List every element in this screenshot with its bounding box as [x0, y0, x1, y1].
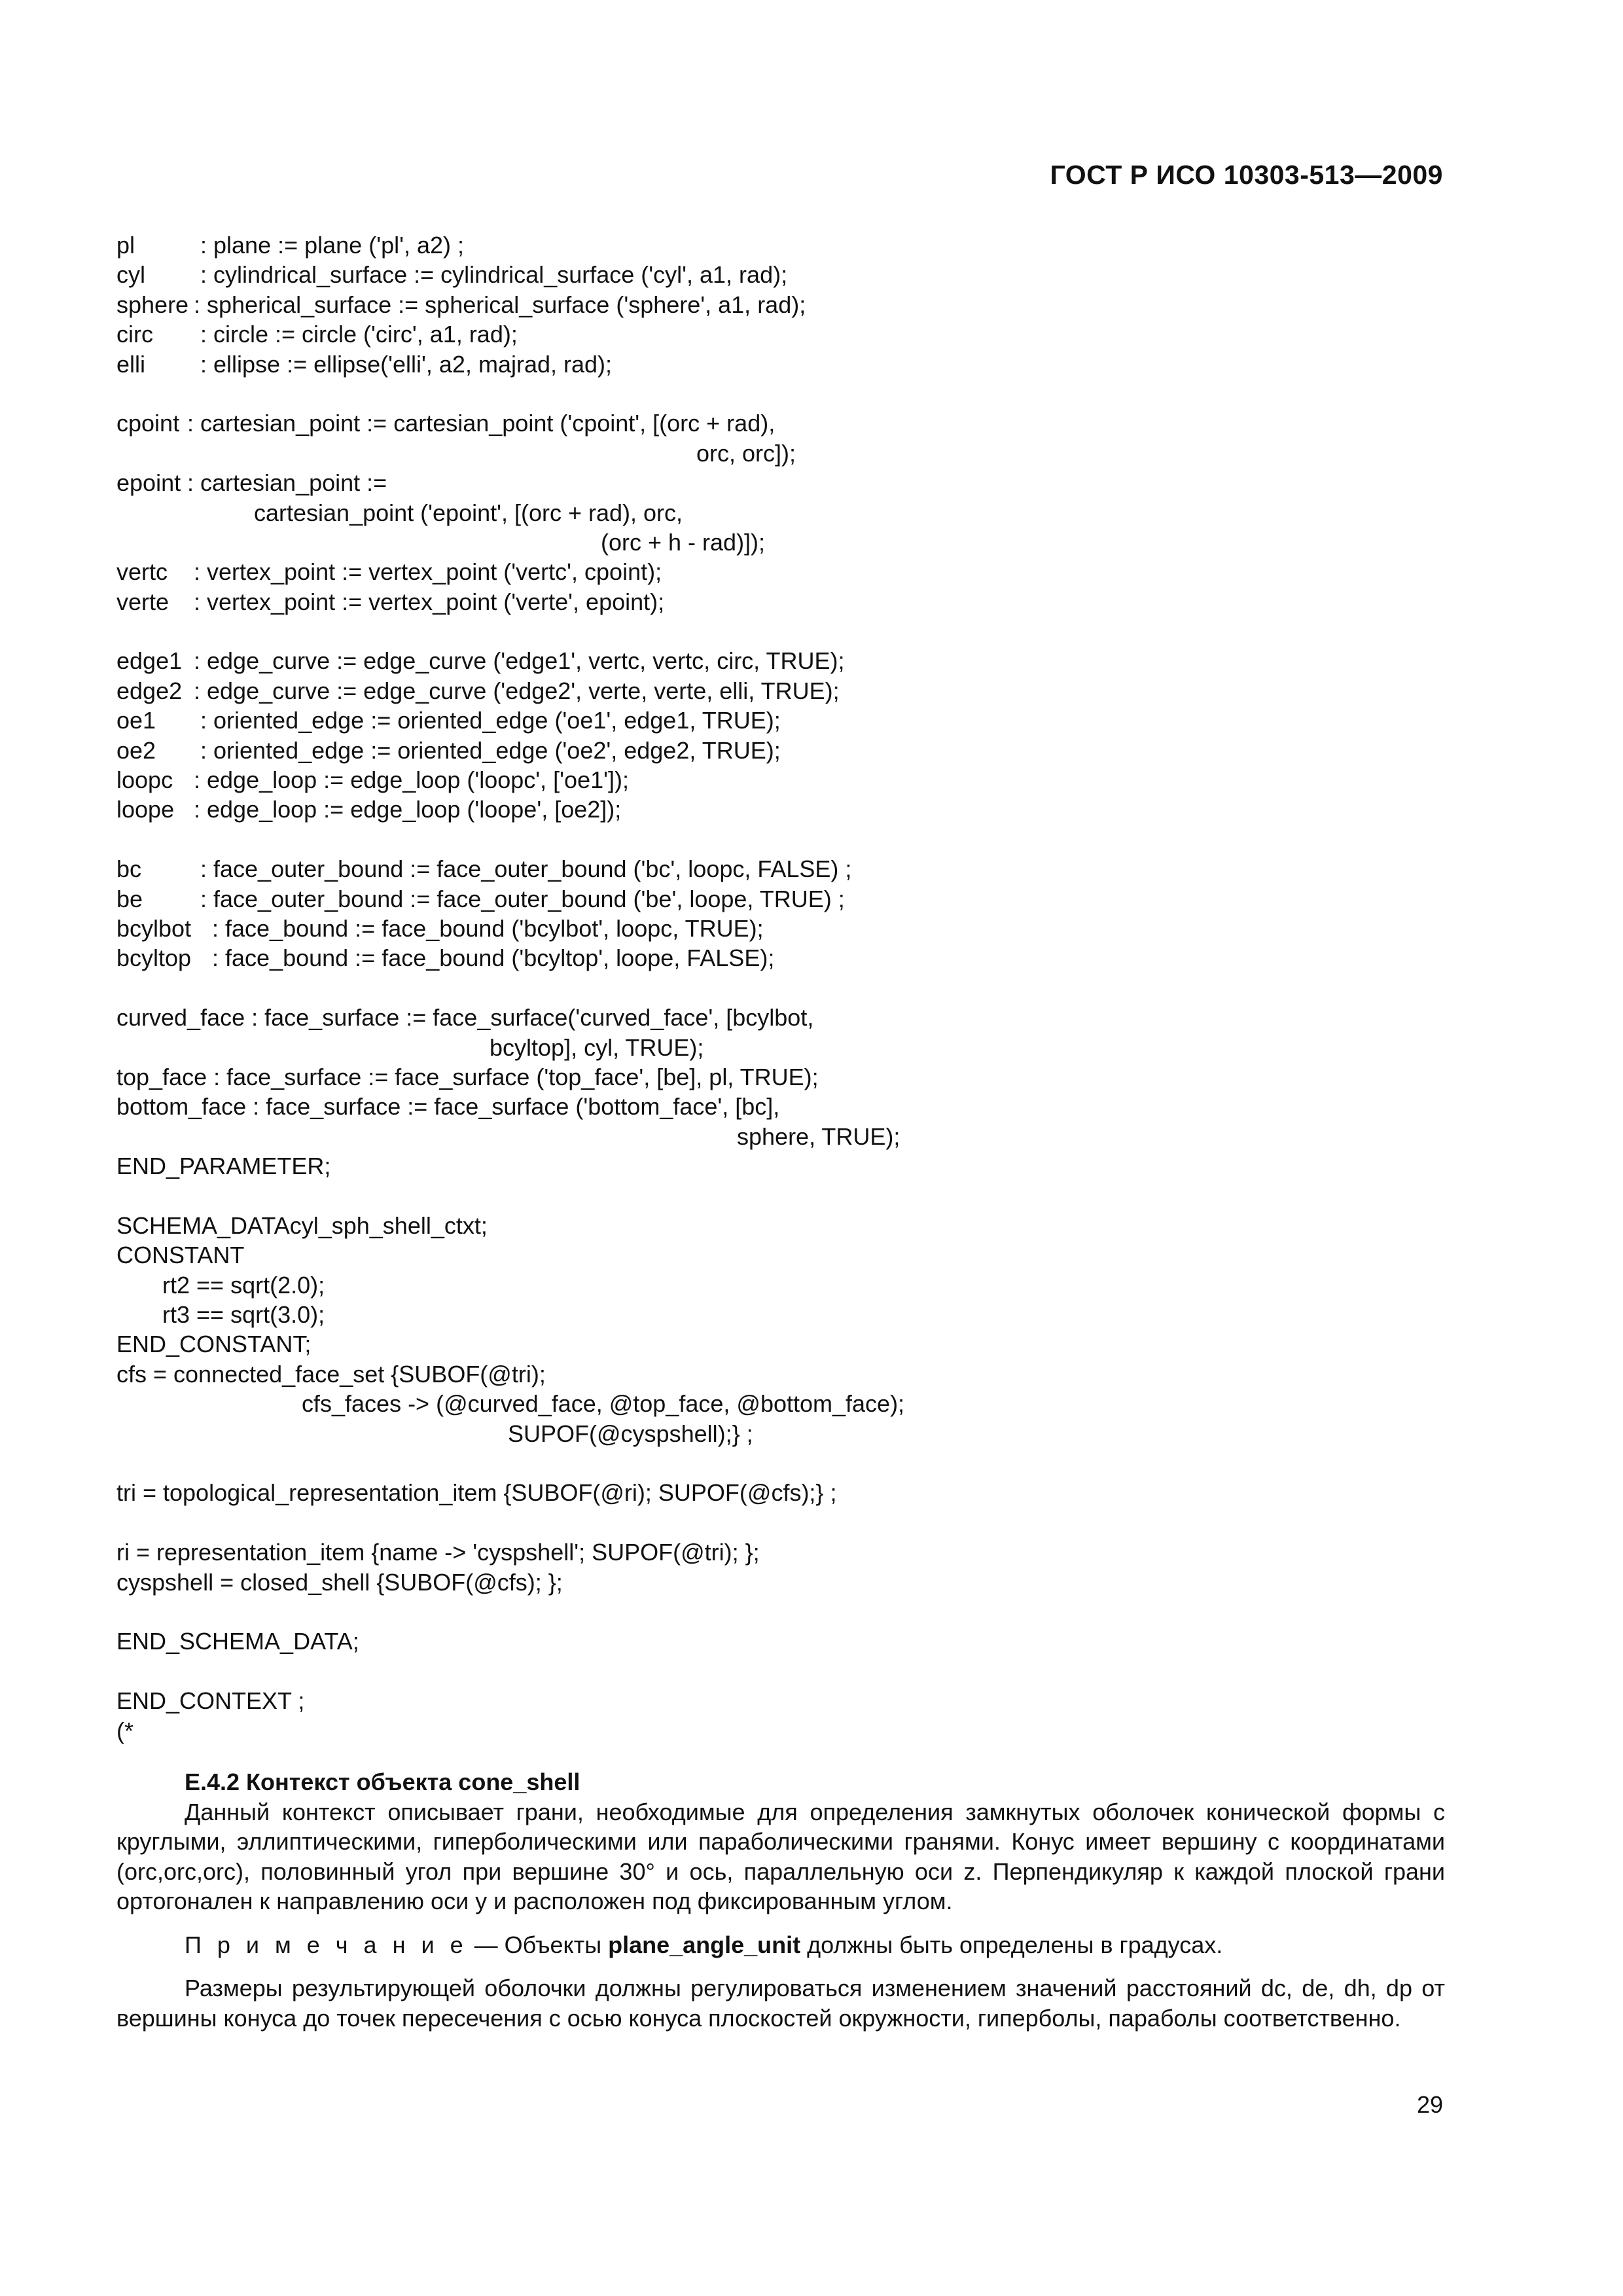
- code-line: [116, 1537, 1452, 1567]
- code-line-text: : face_outer_bound := face_outer_bound ('be', loope, TRUE) ;: [200, 885, 845, 912]
- code-line: [116, 1389, 1452, 1418]
- code-line-label: loopc: [116, 766, 173, 794]
- note-label: П р и м е ч а н и е: [185, 1931, 468, 1958]
- code-line: [116, 854, 1452, 884]
- code-line: [116, 676, 1452, 706]
- code-line-text: END_CONSTANT;: [116, 1331, 312, 1358]
- paragraph-description: Данный контекст описывает грани, необходимые для определения замкнутых оболочек конической формы с круглыми, эллиптическими, гиперболическими или параболическими гранями. Конус имеет вершину с координатами (orc,orc,orc), половинный угол при вершине 30° и ось, параллельную оси z. Перпендикуляр к каждой плоской грани ортогонален к направлению оси y и расположен под фиксированным углом.: [116, 1798, 1445, 1914]
- code-line: [116, 1092, 1452, 1121]
- document-header: ГОСТ Р ИСО 10303-513—2009: [1050, 160, 1443, 190]
- code-line-text: bottom_face : face_surface := face_surface ('bottom_face', [bc],: [116, 1093, 780, 1121]
- code-line: [116, 1062, 1452, 1092]
- code-line-label: cpoint: [116, 410, 180, 437]
- code-line-text: : oriented_edge := oriented_edge ('oe1', edge1, TRUE);: [200, 707, 781, 734]
- code-line: [116, 617, 1452, 646]
- code-line: [116, 1122, 1452, 1151]
- code-line: [116, 1597, 1452, 1626]
- note-dash: — Объекты: [467, 1931, 609, 1958]
- code-line: [116, 498, 1452, 528]
- code-line-text: sphere, TRUE);: [737, 1122, 901, 1150]
- code-line: [116, 1478, 1452, 1507]
- code-line: [116, 1003, 1452, 1032]
- code-line: [116, 943, 1452, 973]
- code-line: [116, 825, 1452, 854]
- code-line-text: : oriented_edge := oriented_edge ('oe2', edge2, TRUE);: [200, 736, 781, 764]
- code-line: [116, 557, 1452, 586]
- code-line-label: circ: [116, 321, 153, 348]
- note-paragraph: [116, 1930, 1445, 1960]
- code-line: [116, 1211, 1452, 1240]
- code-line: [116, 1240, 1452, 1270]
- code-line-text: CONSTANT: [116, 1242, 245, 1269]
- code-line: [116, 1508, 1452, 1537]
- code-line: [116, 260, 1452, 289]
- code-line-text: : edge_curve := edge_curve ('edge2', verte, verte, elli, TRUE);: [194, 677, 840, 704]
- code-line-text: END_CONTEXT ;: [116, 1687, 305, 1715]
- code-line-label: oe2: [116, 736, 156, 764]
- code-line: [116, 290, 1452, 319]
- note-tail: должны быть определены в градусах.: [800, 1931, 1223, 1958]
- code-line: [116, 646, 1452, 675]
- code-line-text: (orc + h - rad)]);: [601, 528, 766, 556]
- code-line: [116, 736, 1452, 765]
- code-line: [116, 914, 1452, 943]
- code-line-label: bcyltop: [116, 944, 192, 972]
- code-line-text: : cartesian_point := cartesian_point ('cpoint', [(orc + rad),: [187, 410, 776, 437]
- code-line-text: SCHEMA_DATAcyl_sph_shell_ctxt;: [116, 1211, 488, 1239]
- code-line: [116, 528, 1452, 557]
- code-line-label: pl: [116, 232, 135, 259]
- code-line-label: sphere: [116, 291, 189, 318]
- code-line-text: rt3 == sqrt(3.0);: [162, 1301, 325, 1329]
- code-line: [116, 1359, 1452, 1389]
- code-line-text: : edge_curve := edge_curve ('edge1', vertc, vertc, circ, TRUE);: [194, 647, 845, 675]
- code-line-label: loope: [116, 796, 175, 823]
- section-e-4-2: [116, 1767, 1445, 2033]
- code-line: [116, 1419, 1452, 1448]
- code-line-label: verte: [116, 588, 169, 615]
- code-line: [116, 1686, 1452, 1715]
- code-line-text: cfs = connected_face_set {SUBOF(@tri);: [116, 1360, 546, 1388]
- code-line-label: cyl: [116, 261, 145, 289]
- code-line: [116, 1568, 1452, 1597]
- code-line: [116, 319, 1452, 349]
- code-line-text: tri = topological_representation_item {SUBOF(@ri); SUPOF(@cfs);} ;: [116, 1479, 837, 1507]
- code-line-text: : cylindrical_surface := cylindrical_surface ('cyl', a1, rad);: [200, 261, 788, 289]
- code-line: [116, 468, 1452, 497]
- code-line: [116, 439, 1452, 468]
- code-line: [116, 1657, 1452, 1686]
- code-line: [116, 973, 1452, 1003]
- code-line: [116, 379, 1452, 408]
- code-line: [116, 230, 1452, 260]
- code-line: [116, 1626, 1452, 1656]
- page-number: 29: [1416, 2091, 1443, 2118]
- code-line: [116, 765, 1452, 795]
- code-line-text: : face_outer_bound := face_outer_bound ('bc', loopc, FALSE) ;: [200, 855, 852, 883]
- code-line-text: rt2 == sqrt(2.0);: [162, 1271, 325, 1299]
- paragraph-dimensions: Размеры результирующей оболочки должны регулироваться изменением значений расстояний dc, de, dh, dp от вершины конуса до точек пересечения с осью конуса плоскостей окружности, гиперболы, параболы соответственно.: [116, 1975, 1445, 2032]
- code-line: [116, 1300, 1452, 1329]
- code-line: [116, 1448, 1452, 1478]
- code-line-label: oe1: [116, 707, 156, 734]
- code-line-text: : cartesian_point :=: [187, 469, 387, 497]
- code-line-label: edge1: [116, 647, 183, 675]
- code-line-text: curved_face : face_surface := face_surface('curved_face', [bcylbot,: [116, 1004, 814, 1031]
- code-line-text: : vertex_point := vertex_point ('verte', epoint);: [194, 588, 665, 615]
- code-line: [116, 1181, 1452, 1211]
- code-line-label: bcylbot: [116, 914, 192, 942]
- code-line-text: SUPOF(@cyspshell);} ;: [508, 1420, 753, 1447]
- code-line: [116, 706, 1452, 735]
- code-line: [116, 587, 1452, 617]
- code-listing: [116, 230, 1452, 1746]
- code-line-text: : edge_loop := edge_loop ('loopc', ['oe1']);: [194, 766, 629, 794]
- note-term: plane_angle_unit: [608, 1931, 801, 1958]
- code-line: [116, 350, 1452, 379]
- code-line: [116, 884, 1452, 914]
- code-line-text: : face_bound := face_bound ('bcylbot', loopc, TRUE);: [212, 914, 764, 942]
- code-line-text: : spherical_surface := spherical_surface ('sphere', a1, rad);: [194, 291, 806, 318]
- code-line: [116, 408, 1452, 438]
- code-line: [116, 1151, 1452, 1181]
- code-line-text: (*: [116, 1717, 134, 1744]
- code-line-text: cartesian_point ('epoint', [(orc + rad), orc,: [254, 499, 683, 526]
- section-title: E.4.2 Контекст объекта cone_shell: [185, 1768, 580, 1795]
- code-line-text: : ellipse := ellipse('elli', a2, majrad, rad);: [200, 350, 613, 378]
- code-line: [116, 1033, 1452, 1062]
- code-line-text: : edge_loop := edge_loop ('loope', [oe2]);: [194, 796, 622, 823]
- code-line: [116, 1270, 1452, 1300]
- code-line-label: be: [116, 885, 143, 912]
- code-line-text: : face_bound := face_bound ('bcyltop', loope, FALSE);: [212, 944, 775, 972]
- code-line-text: : vertex_point := vertex_point ('vertc', cpoint);: [194, 558, 662, 586]
- code-line-text: cyspshell = closed_shell {SUBOF(@cfs); };: [116, 1568, 563, 1596]
- code-line-label: vertc: [116, 558, 168, 586]
- code-line: [116, 1329, 1452, 1359]
- code-line-text: top_face : face_surface := face_surface ('top_face', [be], pl, TRUE);: [116, 1063, 819, 1090]
- code-line: [116, 795, 1452, 824]
- code-line-label: edge2: [116, 677, 183, 704]
- code-line-text: ri = representation_item {name -> 'cyspshell'; SUPOF(@tri); };: [116, 1539, 760, 1566]
- code-line: [116, 1716, 1452, 1746]
- code-line-text: END_PARAMETER;: [116, 1153, 331, 1180]
- code-line-label: elli: [116, 350, 146, 378]
- code-line-text: bcyltop], cyl, TRUE);: [490, 1033, 704, 1061]
- code-line-label: epoint: [116, 469, 181, 497]
- code-line-text: : plane := plane ('pl', a2) ;: [200, 232, 464, 259]
- code-line-text: cfs_faces -> (@curved_face, @top_face, @bottom_face);: [302, 1390, 905, 1418]
- code-line-text: : circle := circle ('circ', a1, rad);: [200, 321, 518, 348]
- code-line-label: bc: [116, 855, 142, 883]
- code-line-text: END_SCHEMA_DATA;: [116, 1628, 359, 1655]
- code-line-text: orc, orc]);: [696, 439, 796, 467]
